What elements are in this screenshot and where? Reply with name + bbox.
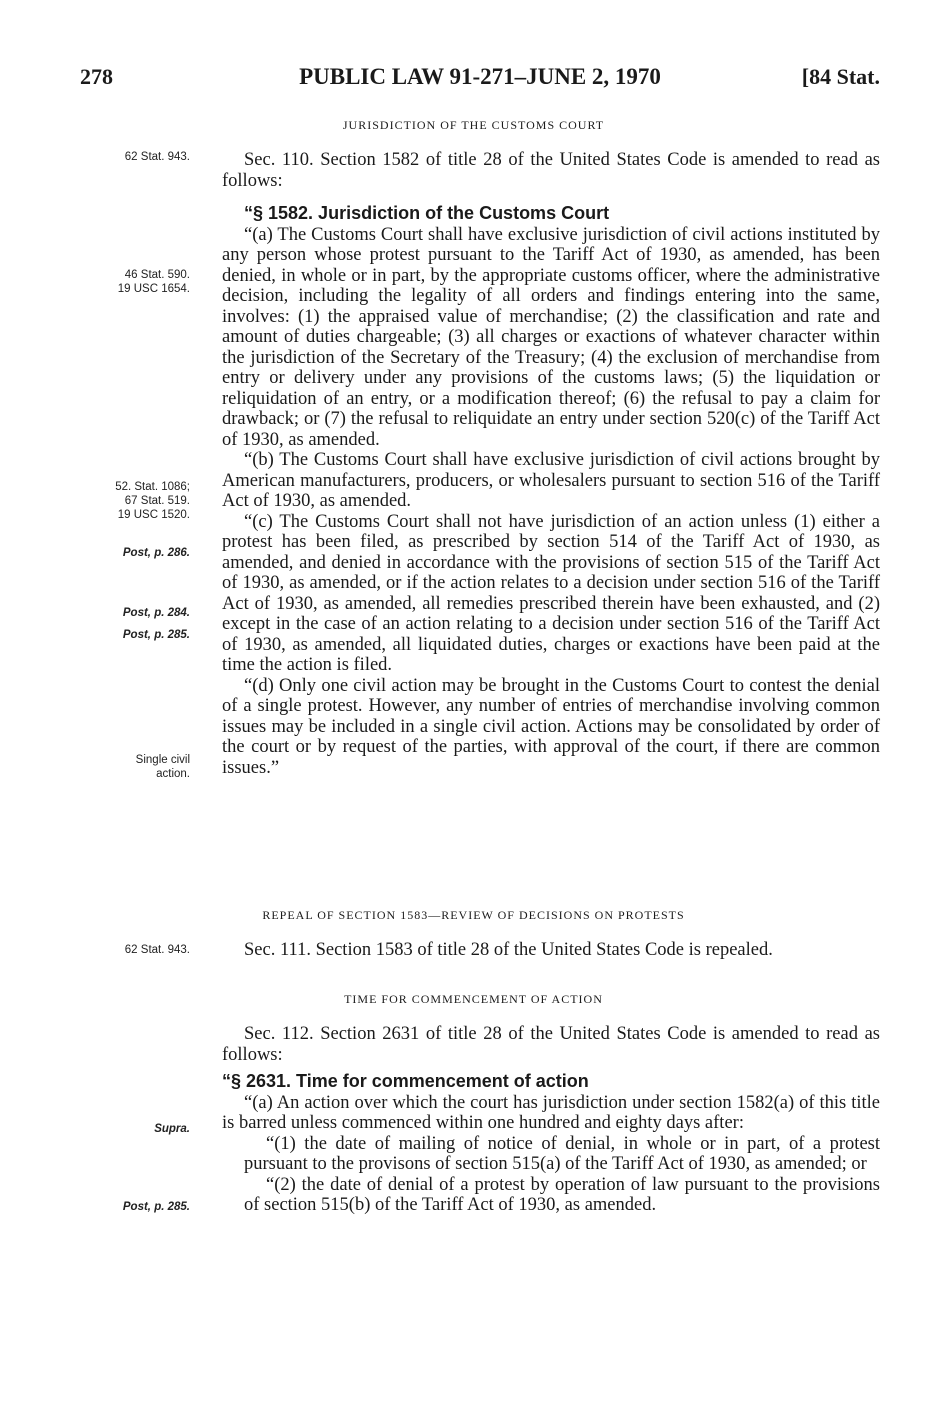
subsection-title-text: “§ 2631. Time for commencement of action (222, 1071, 589, 1091)
section-heading-repeal: REPEAL OF SECTION 1583—REVIEW OF DECISIONS ON PROTESTS (262, 908, 685, 922)
margin-note (58, 480, 190, 522)
section-112-body (222, 1024, 880, 1216)
paragraph-2631-a: “(a) An action over which the court has jurisdiction under section 1582(a) of this title is barred unless commenced within one hundred and eighty days after: (222, 1092, 880, 1133)
margin-note-line: Single civil (135, 754, 190, 766)
subsection-title-1582 (222, 203, 880, 225)
page-number: 278 (80, 64, 113, 89)
section-heading-customs-court: JURISDICTION OF THE CUSTOMS COURT (342, 118, 605, 132)
margin-note-line: 46 Stat. 590. (124, 269, 190, 281)
volume-reference: [84 Stat. (801, 64, 880, 89)
margin-note: Supra. (154, 1123, 190, 1135)
section-112-text: Sec. 112. Section 2631 of title 28 of the United States Code is amended to read as follows: (222, 1024, 880, 1065)
section-111-text: Sec. 111. Section 1583 of title 28 of the United States Code is repealed. (244, 940, 773, 960)
section-110-text: Sec. 110. Section 1582 of title 28 of the United States Code is amended to read as follows: (222, 150, 880, 191)
margin-note: Post, p. 284. (122, 607, 190, 619)
subsection-title-2631 (222, 1071, 880, 1093)
section-111-body (222, 940, 880, 961)
paragraph-1582-a: “(a) The Customs Court shall have exclusive jurisdiction of civil actions instituted by any person whose protest pursuant to the Tariff Act of 1930, as amended, has been denied, in whole or in part, by the appropriate customs officer, where the administrative decision, including the legality of all orders and findings entering into the same, involves: (1) the appraised value of merchandise; (2) the classification and rate and amount of duties chargeable; (3) all charges or exactions of whatever character within the jurisdiction of the Secretary of the Treasury; (4) the exclusion of merchandise from entry or delivery under any provisions of the customs laws; (5) the liquidation or reliquidation of an entry, or a modification thereof; (6) the refusal to pay a claim for drawback; or (7) the refusal to reliquidate an entry under section 520(c) of the Tariff Act of 1930, as amended. (222, 224, 880, 450)
paragraph-1582-c: “(c) The Customs Court shall not have jurisdiction of an action unless (1) either a protest has been filed, as prescribed by section 514 of the Tariff Act of 1930, as amended, and denied in accordance with the provisions of section 515 of the Tariff Act of 1930, as amended, or if the action relates to a decision under section 516 of the Tariff Act of 1930, as amended, all remedies prescribed therein have been exhausted, and (2) except in the case of an action relating to a decision under section 516 of the Tariff Act of 1930, as amended, all liquidated duties, charges or exactions have been paid at the time the action is filed. (222, 511, 880, 675)
margin-note: Post, p. 285. (122, 1201, 190, 1213)
margin-note: Post, p. 286. (122, 547, 190, 559)
paragraph-1582-b: “(b) The Customs Court shall have exclusive jurisdiction of civil actions brought by American manufacturers, producers, or wholesalers pursuant to section 516 of the Tariff Act of 1930, as amended. (222, 450, 880, 511)
paragraph-1582-d: “(d) Only one civil action may be brought in the Customs Court to contest the denial of a single protest. However, any number of entries of merchandise involving common issues may be included in a single civil action. Actions may be consolidated by order of the court or by request of the parties, with approval of the court, if there are common issues.” (222, 675, 880, 778)
margin-note-line: 67 Stat. 519. (124, 495, 190, 507)
paragraph-2631-a-2: “(2) the date of denial of a protest by operation of law pursuant to the provisions of section 515(b) of the Tariff Act of 1930, as amended. (244, 1174, 880, 1215)
margin-note-line: 19 USC 1654. (117, 283, 190, 295)
margin-note-line: 52. Stat. 1086; (115, 481, 190, 493)
margin-note-line: action. (156, 768, 190, 780)
subsection-title-text: “§ 1582. Jurisdiction of the Customs Court (244, 203, 610, 223)
paragraph-2631-a-1: “(1) the date of mailing of notice of denial, in whole or in part, of a protest pursuant to the provisons of section 515(a) of the Tariff Act of 1930, as amended; or (244, 1133, 880, 1174)
margin-note (58, 753, 190, 781)
section-110-body (222, 150, 880, 778)
margin-note: 62 Stat. 943. (124, 944, 190, 956)
margin-note: 62 Stat. 943. (124, 151, 190, 163)
page-title: PUBLIC LAW 91-271–JUNE 2, 1970 (299, 64, 661, 89)
margin-note (58, 268, 190, 296)
margin-note: Post, p. 285. (122, 629, 190, 641)
section-heading-time: TIME FOR COMMENCEMENT OF ACTION (344, 992, 603, 1006)
margin-note-line: 19 USC 1520. (117, 509, 190, 521)
running-header (80, 64, 880, 98)
